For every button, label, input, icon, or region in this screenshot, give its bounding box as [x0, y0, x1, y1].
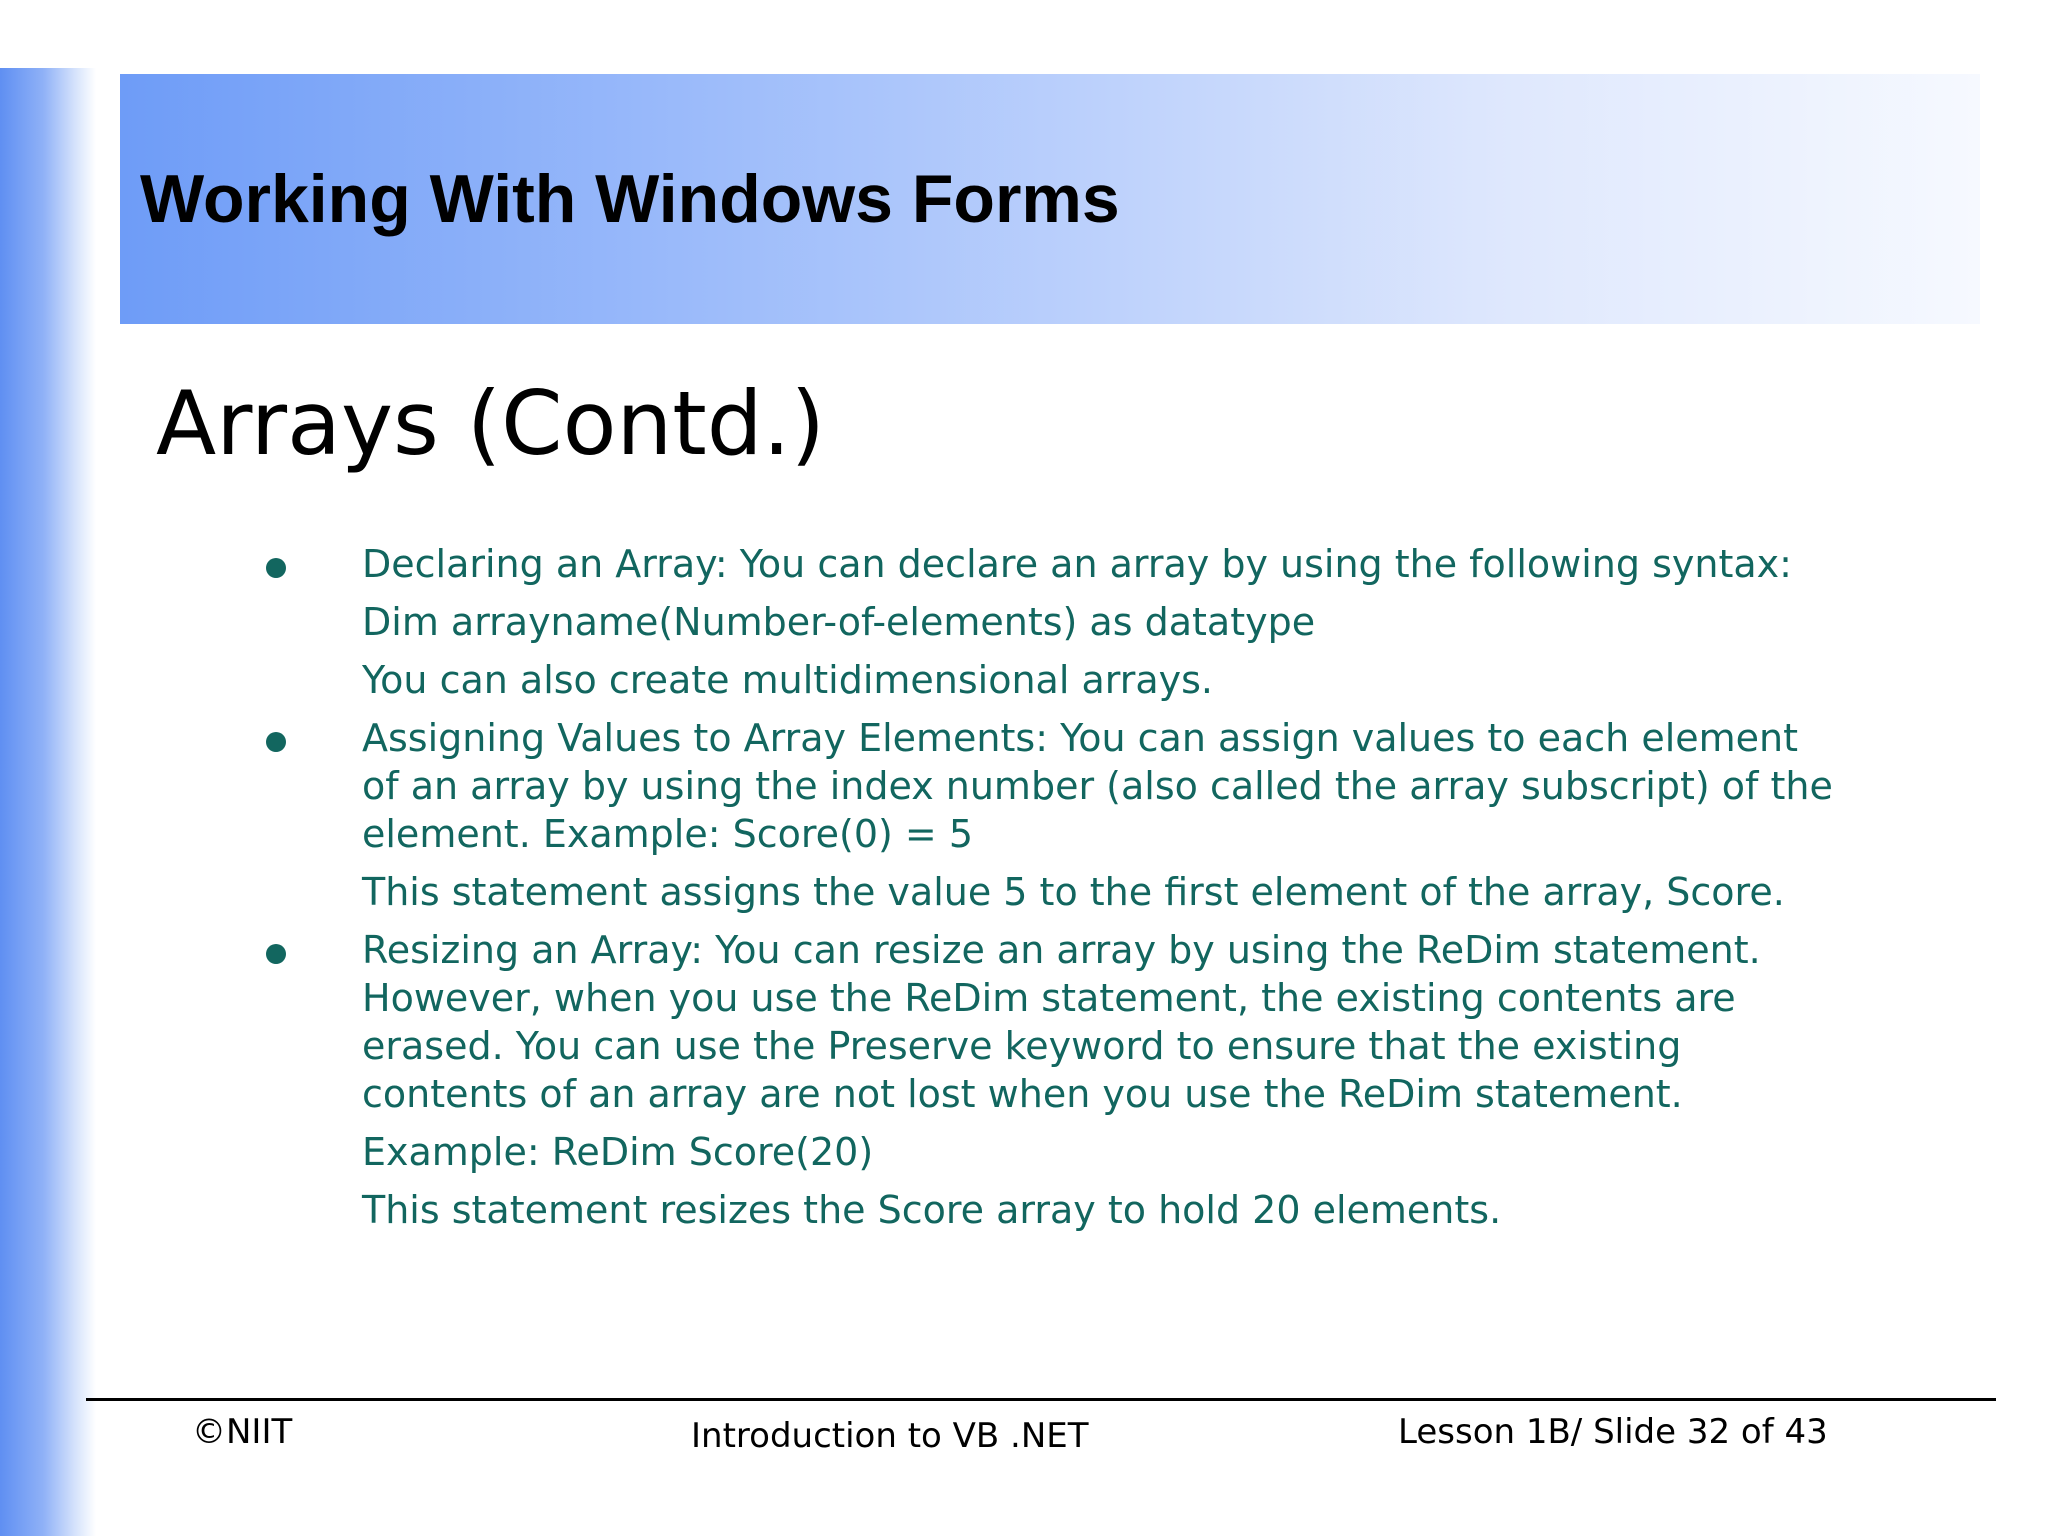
- bullet-text-line: However, when you use the ReDim statement, the existing contents are: [362, 976, 1736, 1020]
- bullet-text-line: of an array by using the index number (also called the array subscript) of the: [362, 764, 1833, 808]
- bullet-item-assigning: [260, 714, 1980, 858]
- bullet-subtext: This statement assigns the value 5 to the first element of the array, Score.: [362, 870, 1785, 914]
- bullet-item-resizing: [260, 926, 1980, 1118]
- bullet-text-line: erased. You can use the Preserve keyword to ensure that the existing: [362, 1024, 1682, 1068]
- header-title: Working With Windows Forms: [140, 161, 1120, 237]
- left-decorative-bar: [0, 68, 96, 1536]
- footer-course-title: Introduction to VB .NET: [691, 1416, 1089, 1456]
- slide-title: Arrays (Contd.): [156, 372, 825, 475]
- bullet-text-line: Assigning Values to Array Elements: You can assign values to each element: [362, 716, 1799, 760]
- bullet-text-line: Resizing an Array: You can resize an array by using the ReDim statement.: [362, 928, 1761, 972]
- footer-copyright: ©NIIT: [192, 1412, 293, 1452]
- bullet-text-line: Declaring an Array: You can declare an array by using the following syntax:: [362, 542, 1792, 586]
- bullet-item-declaring: [260, 540, 1980, 588]
- footer-divider: [86, 1398, 1996, 1401]
- footer-slide-number: Lesson 1B/ Slide 32 of 43: [1398, 1412, 1828, 1452]
- bullet-subtext: Example: ReDim Score(20): [362, 1130, 874, 1174]
- bullet-subtext: You can also create multidimensional arrays.: [362, 658, 1213, 702]
- bullet-subtext: Dim arrayname(Number-of-elements) as datatype: [362, 600, 1316, 644]
- bullet-dot-icon: [266, 944, 286, 964]
- bullet-dot-icon: [266, 732, 286, 752]
- bullet-text-line: element. Example: Score(0) = 5: [362, 812, 974, 856]
- bullet-list: [260, 540, 1980, 1244]
- bullet-subtext: This statement resizes the Score array to hold 20 elements.: [362, 1188, 1502, 1232]
- bullet-dot-icon: [266, 558, 286, 578]
- bullet-text-line: contents of an array are not lost when you use the ReDim statement.: [362, 1072, 1683, 1116]
